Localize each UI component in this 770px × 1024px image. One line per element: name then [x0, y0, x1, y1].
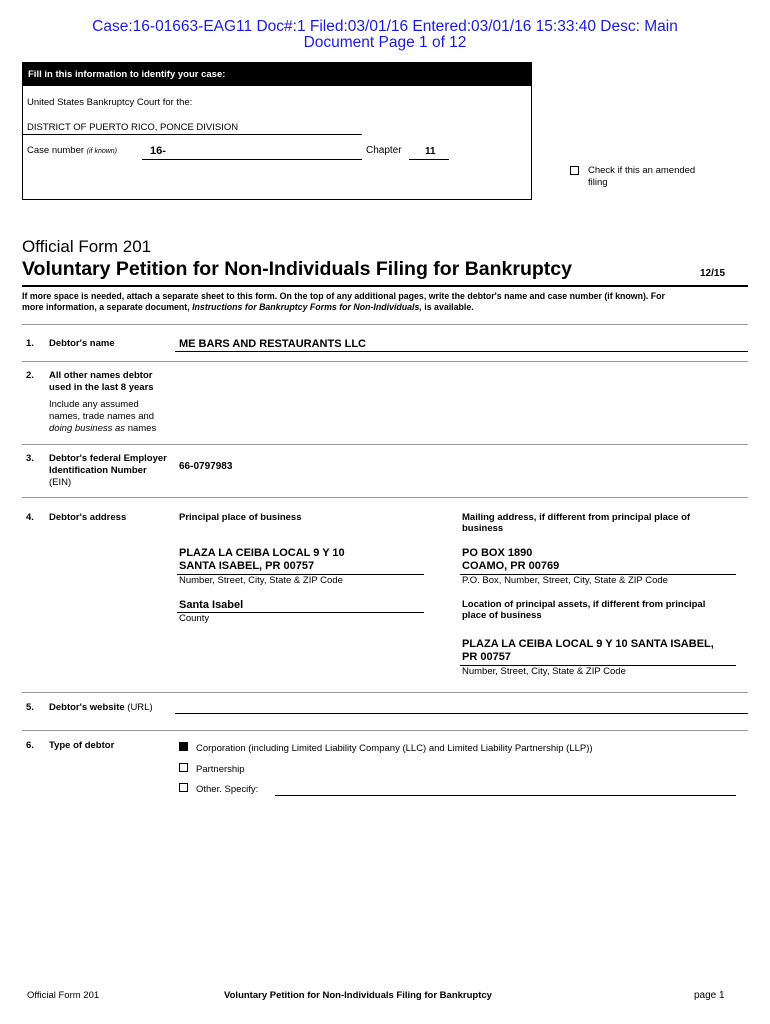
ein-field[interactable]: 66-0797983: [179, 461, 233, 472]
q5-label: [49, 702, 153, 713]
district-underline: [22, 134, 362, 135]
district-field: DISTRICT OF PUERTO RICO, PONCE DIVISION: [27, 122, 239, 133]
q2-sub-1: Include any assumed: [49, 399, 139, 410]
footer-page: page 1: [694, 990, 725, 1001]
q6-number: 6.: [26, 740, 34, 751]
q5-label-rest: (URL): [124, 702, 153, 713]
identify-case-header: Fill in this information to identify your case:: [23, 63, 531, 86]
other-option-label: Other. Specify:: [196, 784, 259, 795]
mailing-address-label: [462, 512, 690, 534]
principal-assets-label: [462, 599, 705, 621]
section-rule-6: [22, 730, 748, 731]
q1-number: 1.: [26, 338, 34, 349]
assets-line-2: PR 00757: [462, 651, 511, 663]
case-number-underline: [142, 159, 362, 160]
q2-sub-3b: names: [125, 423, 157, 434]
section-rule-2: [22, 361, 748, 362]
q3-number: 3.: [26, 453, 34, 464]
debtor-name-field[interactable]: ME BARS AND RESTAURANTS LLC: [179, 338, 366, 350]
intro-line-1: If more space is needed, attach a separate sheet to this form. On the top of any additional pages, write the debtor's name and case number (if known). For: [22, 291, 665, 301]
mailing-address-field[interactable]: [462, 547, 559, 573]
q2-label: [49, 370, 156, 435]
court-label: United States Bankruptcy Court for the:: [27, 97, 193, 108]
footer-form-id: Official Form 201: [27, 990, 100, 1001]
website-field[interactable]: [175, 713, 748, 714]
form-title: Voluntary Petition for Non-Individuals Filing for Bankruptcy: [22, 258, 572, 280]
court-stamp-line-1: Case:16-01663-EAG11 Doc#:1 Filed:03/01/16 Entered:03/01/16 15:33:40 Desc: Main: [92, 18, 678, 35]
principal-line-1: PLAZA LA CEIBA LOCAL 9 Y 10: [179, 547, 345, 559]
case-number-field[interactable]: 16-: [150, 145, 166, 157]
principal-address-field[interactable]: [179, 547, 345, 573]
amended-filing-checkbox[interactable]: [570, 166, 579, 175]
assets-caption: Number, Street, City, State & ZIP Code: [462, 666, 626, 677]
form-version: 12/15: [700, 268, 726, 279]
debtor-name-underline: [175, 351, 748, 352]
case-number-note: (if known): [86, 148, 118, 155]
partnership-option-label: Partnership: [196, 764, 245, 775]
mailing-label-1: Mailing address, if different from principal place of: [462, 512, 691, 523]
county-underline: [177, 612, 424, 613]
section-rule-1: [22, 324, 748, 325]
intro-2c: is available.: [421, 302, 474, 312]
other-checkbox[interactable]: [179, 783, 188, 792]
form-id: Official Form 201: [22, 237, 152, 256]
q4-label: Debtor's address: [49, 512, 127, 523]
q2-label-2: used in the last 8 years: [49, 382, 154, 393]
q2-label-1: All other names debtor: [49, 370, 153, 381]
assets-line-1: PLAZA LA CEIBA LOCAL 9 Y 10 SANTA ISABEL,: [462, 638, 714, 650]
chapter-field[interactable]: 11: [425, 146, 436, 157]
q2-sub-3a: doing business as: [49, 423, 126, 434]
partnership-checkbox[interactable]: [179, 763, 188, 772]
mailing-label-2: business: [462, 523, 504, 534]
amended-label-line-1: Check if this an amended: [588, 165, 696, 176]
county-caption: County: [179, 613, 210, 624]
court-stamp-line-2: Document Page 1 of 12: [303, 34, 467, 51]
q4-number: 4.: [26, 512, 34, 523]
section-rule-5: [22, 692, 748, 693]
intro-line-2: [22, 302, 752, 312]
county-field[interactable]: Santa Isabel: [179, 599, 244, 611]
intro-2a: more information, a separate document,: [22, 302, 193, 312]
principal-line-2: SANTA ISABEL, PR 00757: [179, 560, 315, 572]
mailing-line-2: COAMO, PR 00769: [462, 560, 560, 572]
footer-title: Voluntary Petition for Non-Individuals Filing for Bankruptcy: [224, 990, 492, 1001]
amended-label-line-2: filing: [588, 177, 608, 188]
principal-place-label: Principal place of business: [179, 512, 302, 523]
principal-assets-field[interactable]: [462, 638, 714, 664]
corporation-option-label: Corporation (including Limited Liability Company (LLC) and Limited Liability Partnership (LLP)): [196, 743, 593, 754]
corporation-checkbox[interactable]: [179, 742, 188, 751]
case-number-label-text: Case number: [27, 145, 85, 156]
principal-caption: Number, Street, City, State & ZIP Code: [179, 575, 343, 586]
q2-sub-2: names, trade names and: [49, 411, 155, 422]
assets-label-2: place of business: [462, 610, 542, 621]
mailing-line-1: PO BOX 1890: [462, 547, 533, 559]
other-specify-field[interactable]: [275, 795, 736, 796]
q1-label: Debtor's name: [49, 338, 115, 349]
chapter-label: Chapter: [366, 145, 402, 156]
chapter-underline: [409, 159, 449, 160]
q2-number: 2.: [26, 370, 34, 381]
q3-label: [49, 453, 167, 489]
mailing-caption: P.O. Box, Number, Street, City, State & ZIP Code: [462, 575, 668, 586]
q3-label-3: (EIN): [49, 477, 72, 488]
title-rule: [22, 285, 748, 287]
section-rule-4: [22, 497, 748, 498]
section-rule-3: [22, 444, 748, 445]
q6-label: Type of debtor: [49, 740, 115, 751]
q2-sub-3: [49, 423, 156, 435]
intro-text: [22, 291, 752, 312]
intro-2b: Instructions for Bankruptcy Forms for Non-Individuals,: [192, 302, 422, 312]
q5-number: 5.: [26, 702, 34, 713]
case-number-label: [27, 145, 117, 156]
q3-label-1: Debtor's federal Employer: [49, 453, 167, 464]
amended-filing-label: [588, 165, 695, 189]
q3-label-2: Identification Number: [49, 465, 147, 476]
q5-label-bold: Debtor's website: [49, 702, 125, 713]
assets-label-1: Location of principal assets, if different from principal: [462, 599, 706, 610]
